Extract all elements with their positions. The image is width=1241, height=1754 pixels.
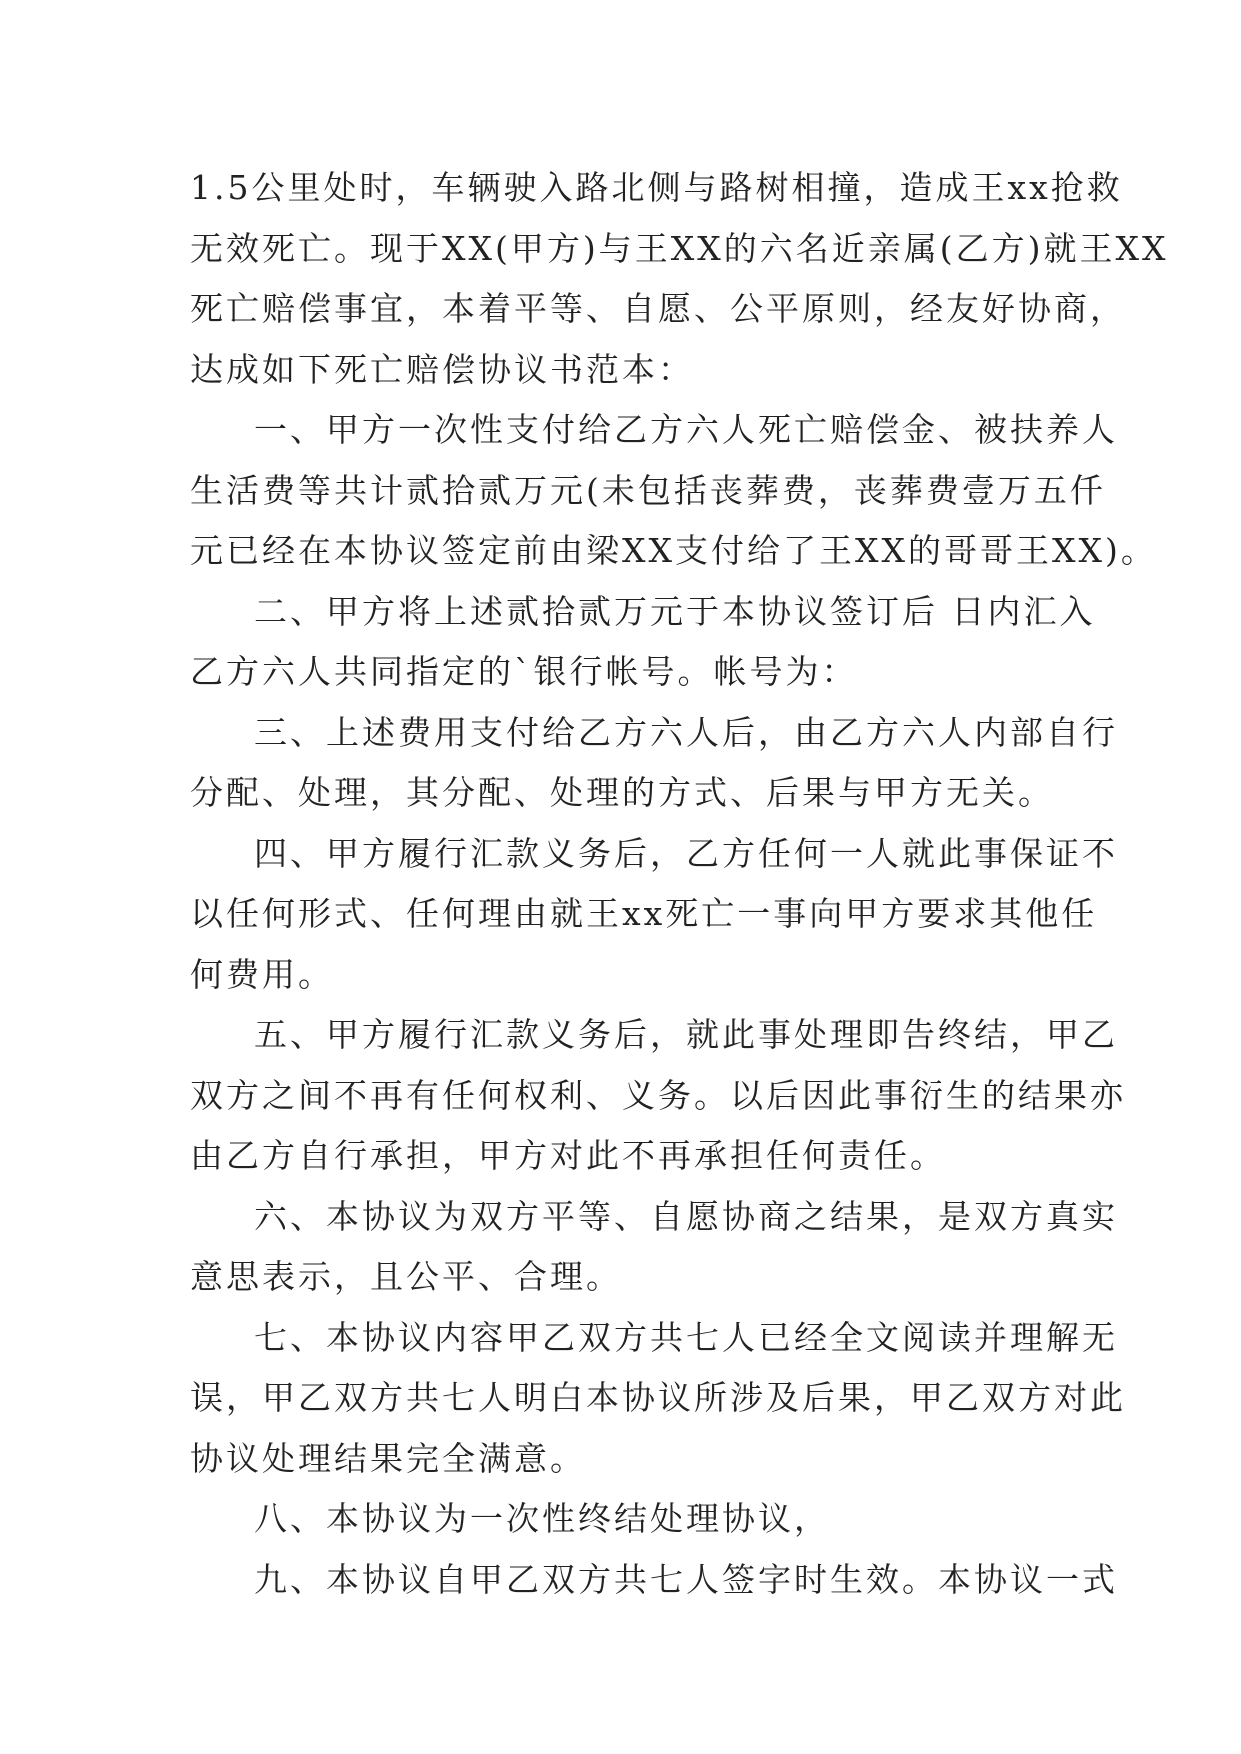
text-line-indented: 八、本协议为一次性终结处理协议， — [254, 1499, 830, 1538]
text-line: 双方之间不再有任何权利、义务。以后因此事衍生的结果亦 — [190, 1075, 1126, 1115]
text-line-indented: 一、甲方一次性支付给乙方六人死亡赔偿金、被扶养人 — [254, 410, 1118, 449]
text-line-indented: 七、本协议内容甲乙双方共七人已经全文阅读并理解无 — [254, 1317, 1118, 1357]
text-line-indented: 五、甲方履行汇款义务后，就此事处理即告终结，甲乙 — [254, 1015, 1118, 1054]
text-line: 达成如下死亡赔偿协议书范本： — [190, 349, 694, 389]
text-line: 意思表示，且公平、合理。 — [190, 1257, 622, 1296]
text-line: 元已经在本协议签定前由梁XX支付给了王XX的哥哥王XX)。 — [190, 531, 1157, 570]
text-line-indented: 六、本协议为双方平等、自愿协商之结果，是双方真实 — [254, 1196, 1118, 1236]
text-line: 生活费等共计贰拾贰万元(未包括丧葬费，丧葬费壹万五仟 — [190, 470, 1106, 510]
text-line-indented: 三、上述费用支付给乙方六人后，由乙方六人内部自行 — [254, 712, 1118, 752]
text-line: 分配、处理，其分配、处理的方式、后果与甲方无关。 — [190, 773, 1054, 812]
text-line: 由乙方自行承担，甲方对此不再承担任何责任。 — [190, 1136, 946, 1175]
text-line: 何费用。 — [190, 954, 334, 994]
text-line: 误，甲乙双方共七人明白本协议所涉及后果，甲乙双方对此 — [190, 1378, 1126, 1417]
text-line: 以任何形式、任何理由就王xx死亡一事向甲方要求其他任 — [190, 894, 1098, 933]
text-line: 协议处理结果完全满意。 — [190, 1438, 586, 1478]
text-line: 乙方六人共同指定的`银行帐号。帐号为： — [190, 652, 858, 691]
text-line: 无效死亡。现于XX(甲方)与王XX的六名近亲属(乙方)就王XX — [190, 228, 1169, 268]
text-line-indented: 四、甲方履行汇款义务后，乙方任何一人就此事保证不 — [254, 833, 1118, 873]
text-line: 1.5公里处时，车辆驶入路北侧与路树相撞，造成王xx抢救 — [190, 168, 1123, 207]
text-line: 死亡赔偿事宜，本着平等、自愿、公平原则，经友好协商， — [190, 289, 1126, 328]
text-line-indented: 二、甲方将上述贰拾贰万元于本协议签订后 日内汇入 — [254, 591, 1096, 631]
text-line-indented: 九、本协议自甲乙双方共七人签字时生效。本协议一式 — [254, 1559, 1118, 1599]
document-body — [190, 158, 1169, 1610]
